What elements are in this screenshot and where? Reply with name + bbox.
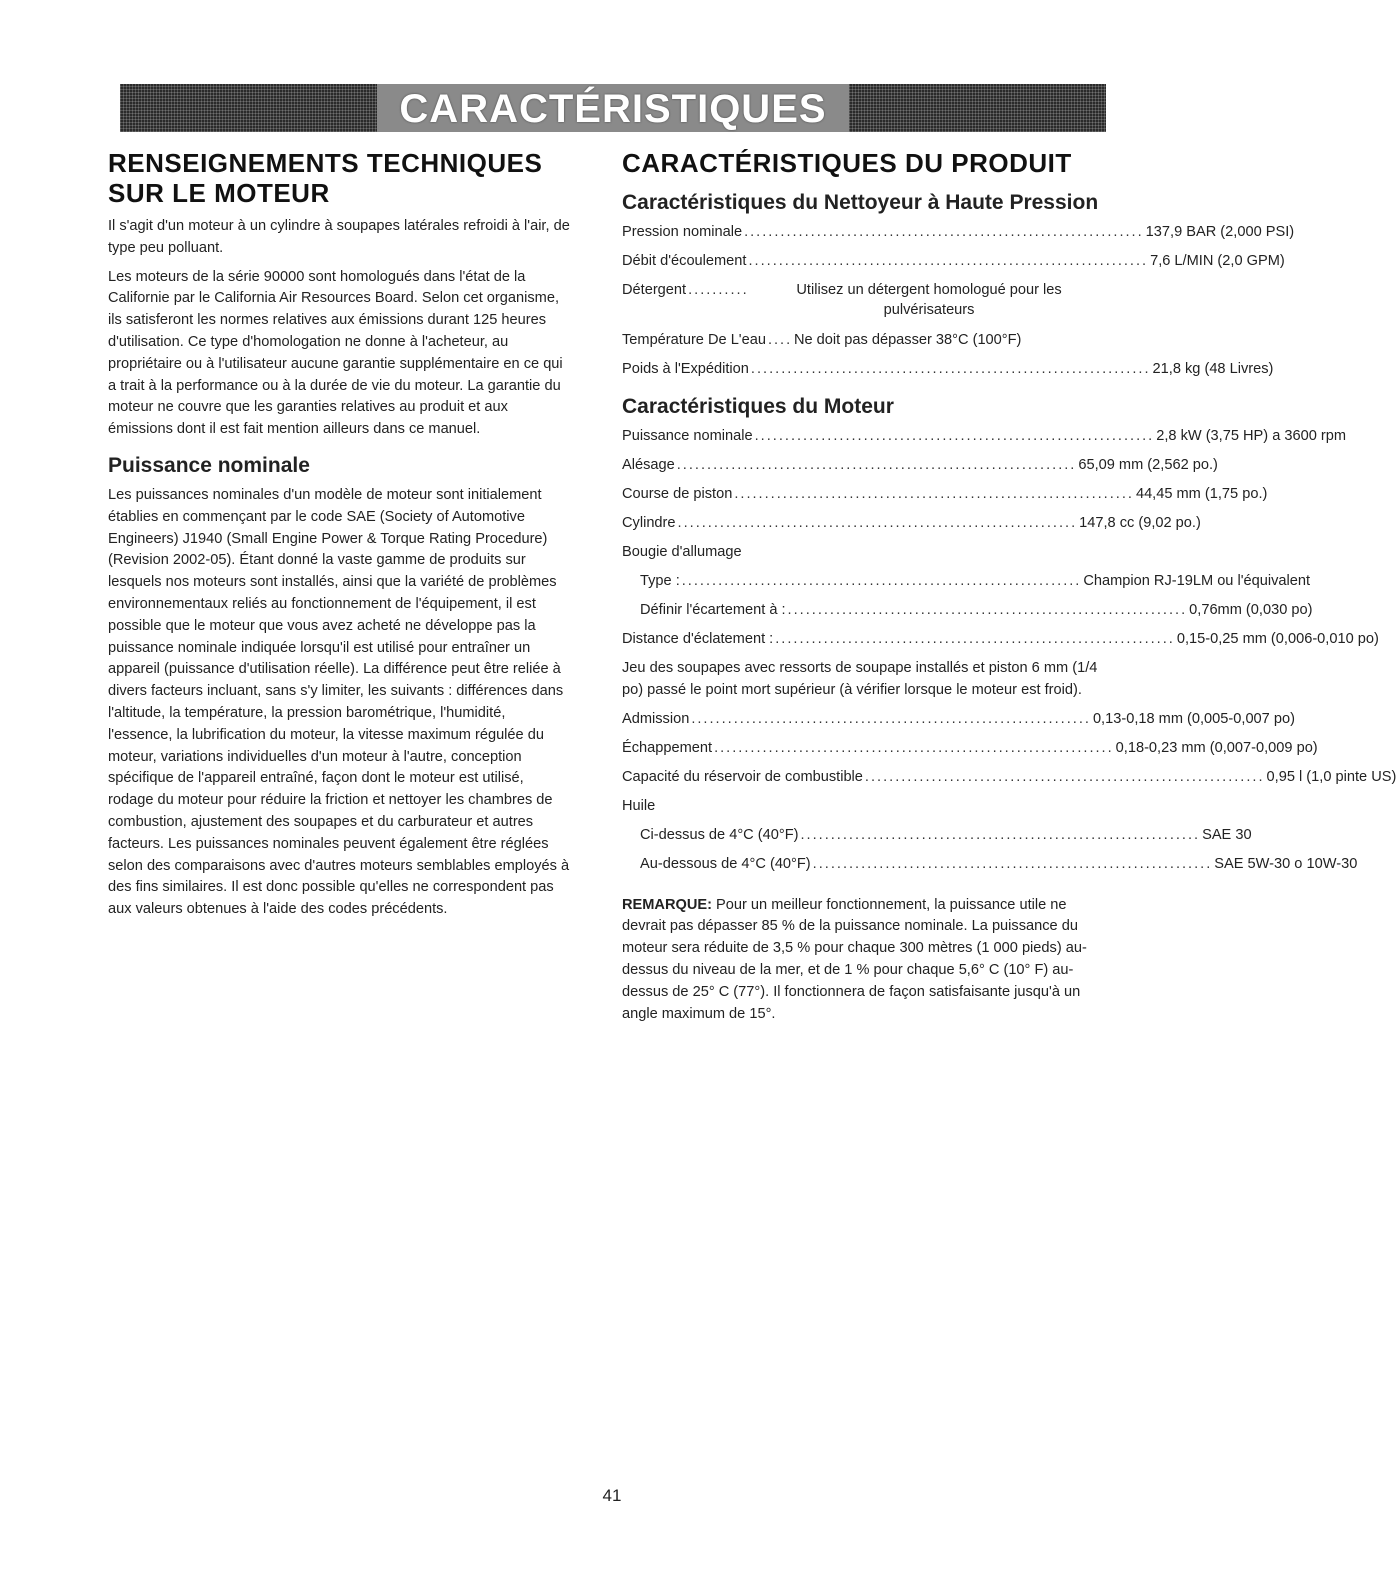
banner-title: CARACTÉRISTIQUES xyxy=(377,84,848,132)
spec-plug-gap: Définir l'écartement à : .................................................................. 0,76mm (0,030 po) xyxy=(640,602,1313,618)
left-column xyxy=(108,148,570,921)
spec-exhaust: Échappement .................................................................. 0,18-0,23 mm (0,007-0,009 po) xyxy=(622,739,1318,756)
spark-plug-label: Bougie d'allumage xyxy=(622,544,742,560)
spec-displacement: Cylindre .................................................................. 147,8 cc (9,02 po.) xyxy=(622,515,1201,531)
engine-specs-list xyxy=(622,426,1396,883)
spec-fuel-capacity: Capacité du réservoir de combustible .................................................................. 0,95 l (1,0 pinte US) xyxy=(622,768,1396,785)
page-number: 41 xyxy=(602,1486,622,1505)
spec-intake: Admission .................................................................. 0,13-0,18 mm (0,005-0,007 po) xyxy=(622,710,1295,727)
oil-label: Huile xyxy=(622,797,656,814)
spec-stroke: Course de piston .................................................................. 44,45 mm (1,75 po.) xyxy=(622,486,1268,502)
valve-clearance-note: Jeu des soupapes avec ressorts de soupape installés et piston 6 mm (1/4 po) passé le point mort supérieur (à vérifier lorsque le moteur est froid). xyxy=(622,660,1098,698)
spec-pressure: Pression nominale .................................................................. 137,9 BAR (2,000 PSI) xyxy=(622,224,1295,240)
spec-bore: Alésage .................................................................. 65,09 mm (2,562 po.) xyxy=(622,457,1218,473)
product-specs-heading: CARACTÉRISTIQUES DU PRODUIT xyxy=(622,148,1072,178)
spec-armature-gap: Distance d'éclatement : .................................................................. 0,15-0,25 mm (0,006-0,010 po) xyxy=(622,631,1379,647)
power-rating-heading: Puissance nominale xyxy=(108,453,310,477)
spec-detergent: Détergent .......... Utilisez un détergent homologué pour les pulvérisateurs xyxy=(622,282,1062,318)
power-rating-paragraph: Les puissances nominales d'un modèle de moteur sont initialement établies en commençant par le code SAE (Society of Automotive Engineers) J1940 (Small Engine Power & Torque Rating Procedure) (Revision 2002-05). Étant donné la vaste gamme de produits sur lesquels nos moteurs sont installés, ainsi que la variété de problèmes environnementaux reliés au fonctionnement de l'équipement, il est possible que le moteur que vous avez acheté ne développe pas la puissance nominale indiquée lorsqu'il est utilisé pour entraîner un appareil (puissance d'utilisation réelle). La différence peut être reliée à divers facteurs incluant, sans s'y limiter, les suivants : différences dans l'altitude, la température, la pression barométrique, l'humidité, l'essence, la lubrification du moteur, la vitesse maximum régulée du moteur, variations individuelles d'un moteur à l'autre, conception spécifique de l'appareil entraîné, façon dont le moteur est utilisé, rodage du moteur pour réduire la friction et nettoyer les chambres de combustion, ajustement des soupapes et du carburateur et autres facteurs. Les puissances nominales peuvent également être réglées selon des comparaisons avec d'autres moteurs semblables employés à des fins similaires. Il est donc possible qu'elles ne correspondent pas aux valeurs obtenues à l'aide des codes précédents. xyxy=(108,486,570,918)
spec-oil-below: Au-dessous de 4°C (40°F) .................................................................. SAE 5W-30 o 10W-30 xyxy=(640,855,1358,872)
spec-oil-above: Ci-dessus de 4°C (40°F) .................................................................. SAE 30 xyxy=(640,826,1252,843)
remark-label: REMARQUE: xyxy=(622,896,712,913)
certification-paragraph: Les moteurs de la série 90000 sont homologués dans l'état de la Californie par le California Air Resources Board. Selon cet organisme, ils satisferont les normes relatives aux émissions durant 125 heures d'utilisation. Ce type d'homologation ne donne à l'acheteur, au propriétaire ou à l'utilisateur aucune garantie supplémentaire en ce qui a trait à la performance ou à la durée de vie du moteur. La garantie du moteur ne couvre que les garanties relatives au produit et aux émissions dont il est fait mention ailleurs dans ce manuel. xyxy=(108,268,563,438)
engine-specs-heading: Caractéristiques du Moteur xyxy=(622,395,894,418)
engine-intro: Il s'agit d'un moteur à un cylindre à soupapes latérales refroidi à l'air, de type peu polluant. xyxy=(108,218,570,256)
spec-weight: Poids à l'Expédition .................................................................. 21,8 kg (48 Livres) xyxy=(622,361,1274,377)
right-column xyxy=(622,148,1396,1025)
washer-specs-list xyxy=(622,222,1295,388)
spec-flow: Débit d'écoulement .................................................................. 7,6 L/MIN (2,0 GPM) xyxy=(622,253,1285,269)
spec-plug-type: Type : .................................................................. Champion RJ-19LM ou l'équivalent xyxy=(640,573,1311,589)
washer-specs-heading: Caractéristiques du Nettoyeur à Haute Pression xyxy=(622,191,1099,214)
remark-text: Pour un meilleur fonctionnement, la puissance utile ne devrait pas dépasser 85 % de la puissance nominale. La puissance du moteur sera réduite de 3,5 % pour chaque 300 mètres (1 000 pieds) au-dessus du niveau de la mer, et de 1 % pour chaque 5,6° C (10° F) au-dessus de 25° C (77°). Il fonctionnera de façon satisfaisante jusqu'à un angle maximum de 15°. xyxy=(622,896,1087,1022)
engine-info-heading: RENSEIGNEMENTS TECHNIQUES SUR LE MOTEUR xyxy=(108,148,543,208)
section-banner xyxy=(120,84,1106,132)
remark-note xyxy=(622,895,1106,1026)
spec-engine-power: Puissance nominale .................................................................. 2,8 kW (3,75 HP) a 3600 rpm xyxy=(622,428,1347,444)
spec-water-temp: Température De L'eau .... Ne doit pas dépasser 38°C (100°F) xyxy=(622,332,1022,348)
